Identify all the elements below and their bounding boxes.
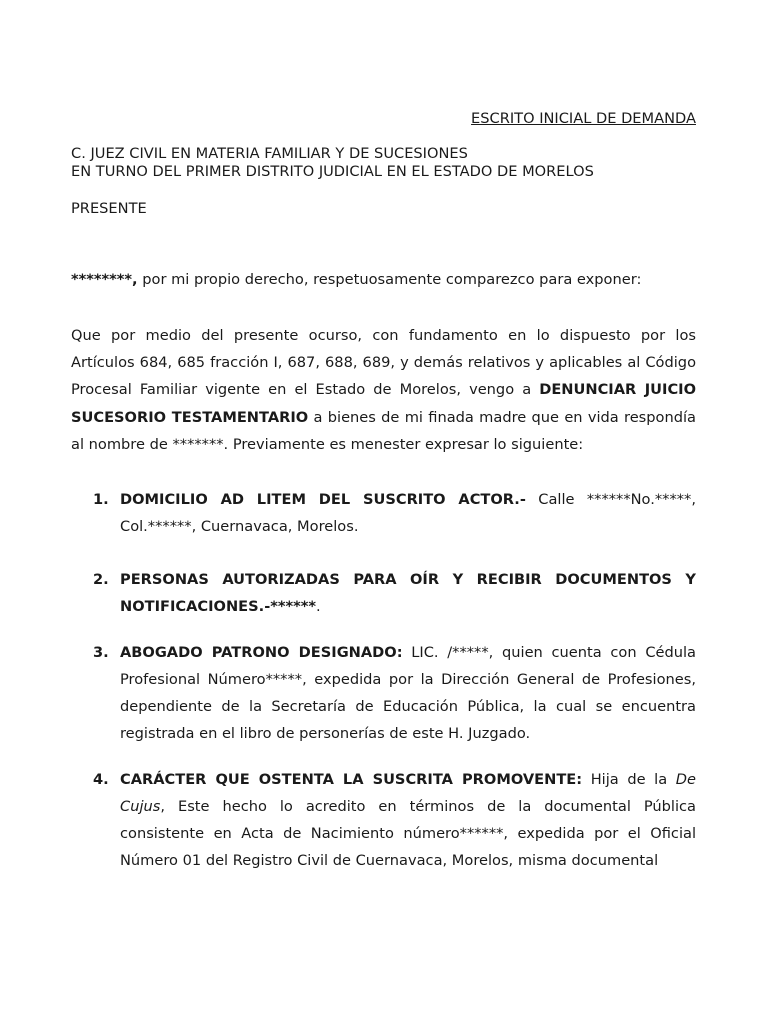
list-number: 2. [93,571,109,588]
paragraph-part-1: Que por medio del presente ocurso, con fundamento en lo dispuesto por los Artículos 684, 685 fracción I, 687, 688, 689, y demás relativos y aplicables al Código Procesal Familiar vigente en el Estado de Morelos, vengo a [71,327,696,399]
list-body: Calle ******No.*****, Col.******, Cuernavaca, Morelos. [120,491,696,535]
list-number: 4. [93,771,109,788]
addressee-block [71,145,594,181]
list-italic: De Cujus [120,771,697,815]
list-number: 1. [93,491,109,508]
list-text [120,486,696,540]
list-body: LIC. /*****, quien cuenta con Cédula Profesional Número*****, expedida por la Dirección General de Profesiones, dependiente de la Secretaría de Educación Pública, la cual se encuentra registrada en el libro de personerías de este H. Juzgado. [120,644,696,742]
list-text [120,766,696,874]
list-body: . [316,598,321,615]
intro-line [71,270,641,290]
list-body-continued: , Este hecho lo acredito en términos de la documental Pública consistente en Acta de Nacimiento número******, expedida por el Oficial Número 01 del Registro Civil de Cuernavaca, Morelos, misma documental [120,798,696,869]
paragraph-bold: DENUNCIAR JUICIO SUCESORIO TESTAMENTARIO [71,381,696,426]
list-text [120,639,696,747]
presente-heading: PRESENTE [71,200,147,217]
addressee-line-2: EN TURNO DEL PRIMER DISTRITO JUDICIAL EN EL ESTADO DE MORELOS [71,163,594,180]
intro-name: ********, [71,271,138,288]
list-heading: DOMICILIO AD LITEM DEL SUSCRITO ACTOR.- [120,491,526,508]
document-title: ESCRITO INICIAL DE DEMANDA [471,110,696,127]
list-text [120,566,696,620]
list-body: Hija de la [582,771,676,788]
list-heading: ABOGADO PATRONO DESIGNADO: [120,644,403,661]
addressee-line-1: C. JUEZ CIVIL EN MATERIA FAMILIAR Y DE SUCESIONES [71,145,468,162]
paragraph-part-2: a bienes de mi finada madre que en vida respondía al nombre de *******. Previamente es menester expresar lo siguiente: [71,408,696,453]
list-heading: CARÁCTER QUE OSTENTA LA SUSCRITA PROMOVENTE: [120,771,583,788]
list-heading: PERSONAS AUTORIZADAS PARA OÍR Y RECIBIR DOCUMENTOS Y NOTIFICACIONES.-****** [120,571,696,615]
list-number: 3. [93,644,109,661]
intro-text: por mi propio derecho, respetuosamente comparezco para exponer: [137,271,642,288]
main-paragraph [71,322,696,458]
